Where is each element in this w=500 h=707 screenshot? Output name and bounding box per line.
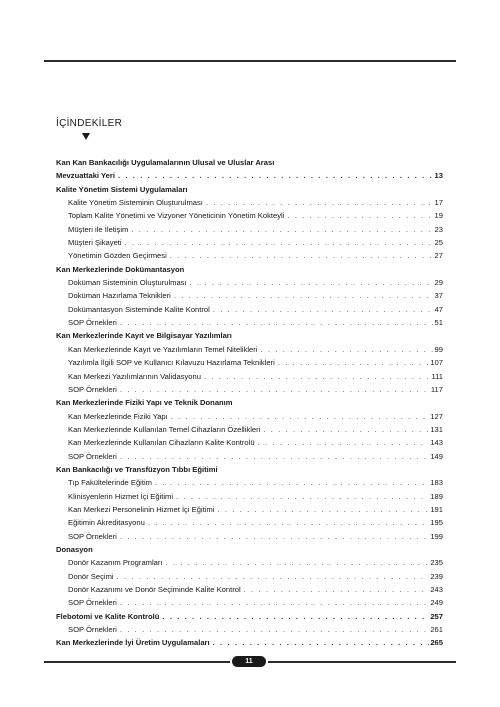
toc-entry-page: 27	[434, 249, 443, 262]
toc-entry-title: Yönetimin Gözden Geçirmesi	[68, 249, 170, 262]
toc-entry	[56, 263, 443, 276]
toc-entry-page: 257	[429, 610, 443, 623]
dot-leader	[120, 316, 434, 329]
dot-leader	[206, 196, 434, 209]
toc-entry-page: 17	[434, 196, 443, 209]
toc-entry-page: 13	[434, 169, 443, 182]
toc-entry	[56, 623, 443, 636]
bottom-rule-left	[44, 661, 230, 663]
dot-leader	[171, 410, 430, 423]
toc-entry-title: SOP Örnekleri	[68, 596, 120, 609]
dot-leader	[162, 610, 429, 623]
toc-entry	[56, 610, 443, 623]
toc-entry	[56, 450, 443, 463]
toc-entry-title: Kan Kan Bankacılığı Uygulamalarının Ulusal ve Uluslar Arası	[56, 156, 277, 169]
toc-entry	[56, 156, 443, 169]
toc-entry-title: SOP Örnekleri	[68, 450, 120, 463]
contents-heading: İÇİNDEKİLER	[56, 118, 123, 129]
toc-entry-page: 99	[434, 343, 443, 356]
toc-entry-page: 25	[434, 236, 443, 249]
toc-entry-page: 235	[429, 556, 443, 569]
toc-entry	[56, 383, 443, 396]
toc-entry	[56, 530, 443, 543]
toc-entry	[56, 583, 443, 596]
dot-leader	[131, 223, 433, 236]
dot-leader	[118, 169, 434, 182]
dot-leader	[204, 370, 431, 383]
toc-entry-title: Kan Merkezlerinde Kullanılan Temel Cihazların Özellikleri	[68, 423, 263, 436]
dot-leader	[244, 583, 430, 596]
toc-entry	[56, 503, 443, 516]
dot-leader	[155, 476, 429, 489]
dot-leader	[120, 450, 430, 463]
toc-entry-page: 37	[434, 289, 443, 302]
page-number-badge: 11	[232, 656, 266, 667]
toc-entry-title: Kan Merkezlerinde Fiziki Yapı	[68, 410, 171, 423]
toc-entry-title: Müşteri ile İletişim	[68, 223, 131, 236]
toc-entry-title: Donör Kazanımı ve Donör Seçiminde Kalite Kontrol	[68, 583, 244, 596]
toc-entry-title: Kan Merkezlerinde Fiziki Yapı ve Teknik Donanım	[56, 396, 236, 409]
toc-entry-title: Dokümantasyon Sisteminde Kalite Kontrol	[68, 303, 213, 316]
toc-entry-title: Kan Merkezlerinde Kayıt ve Bilgisayar Yazılımları	[56, 329, 235, 342]
toc-entry-page: 107	[429, 356, 443, 369]
toc-entry-page: 191	[429, 503, 443, 516]
toc-entry-page: 183	[429, 476, 443, 489]
toc-entry-title: Doküman Hazırlama Teknikleri	[68, 289, 174, 302]
dot-leader	[176, 490, 429, 503]
toc-entry-page: 189	[429, 490, 443, 503]
dot-leader	[217, 503, 429, 516]
toc-entry	[56, 276, 443, 289]
toc-entry-page: 199	[429, 530, 443, 543]
triangle-down-icon	[82, 133, 90, 140]
toc-entry	[56, 423, 443, 436]
bottom-rule-right	[268, 661, 456, 663]
toc-entry-title: Eğitimin Akreditasyonu	[68, 516, 148, 529]
toc-entry-title: SOP Örnekleri	[68, 623, 120, 636]
toc-entry	[56, 463, 443, 476]
toc-entry-page: 195	[429, 516, 443, 529]
dot-leader	[261, 343, 434, 356]
toc-entry	[56, 596, 443, 609]
toc-entry-title: Doküman Sisteminin Oluşturulması	[68, 276, 190, 289]
toc-entry-title: Kan Merkezi Personelinin Hizmet İçi Eğitimi	[68, 503, 217, 516]
toc-entry	[56, 249, 443, 262]
toc-entry-page: 131	[429, 423, 443, 436]
toc-entry-page: 127	[429, 410, 443, 423]
toc-entry-page: 19	[434, 209, 443, 222]
toc-entry	[56, 209, 443, 222]
toc-entry-title: Kan Merkezlerinde Kullanılan Cihazların Kalite Kontrolü	[68, 436, 258, 449]
toc-entry-page: 249	[429, 596, 443, 609]
toc-entry	[56, 556, 443, 569]
toc-entry-title: Tıp Fakültelerinde Eğitim	[68, 476, 155, 489]
toc-entry	[56, 316, 443, 329]
dot-leader	[120, 383, 430, 396]
dot-leader	[174, 289, 434, 302]
toc-entry-title: Kan Merkezlerinde İyi Üretim Uygulamaları	[56, 636, 213, 649]
toc-entry	[56, 490, 443, 503]
toc-entry-page: 29	[434, 276, 443, 289]
toc-entry-title: SOP Örnekleri	[68, 530, 120, 543]
dot-leader	[213, 303, 434, 316]
toc-entry-title: Yazılımla İlgili SOP ve Kullanıcı Kılavuzu Hazırlama Teknikleri	[68, 356, 278, 369]
toc-entry-page: 47	[434, 303, 443, 316]
table-of-contents	[56, 156, 443, 650]
dot-leader	[258, 436, 430, 449]
toc-entry	[56, 303, 443, 316]
toc-entry-page: 117	[430, 383, 443, 396]
dot-leader	[278, 356, 430, 369]
toc-entry	[56, 169, 443, 182]
dot-leader	[120, 623, 430, 636]
toc-entry-title: Kan Merkezlerinde Kayıt ve Yazılımların Temel Nitelikleri	[68, 343, 261, 356]
toc-entry	[56, 289, 443, 302]
toc-entry-title: Donasyon	[56, 543, 96, 556]
toc-entry	[56, 516, 443, 529]
toc-entry-page: 239	[429, 570, 443, 583]
dot-leader	[190, 276, 434, 289]
toc-entry	[56, 329, 443, 342]
toc-entry	[56, 370, 443, 383]
dot-leader	[117, 570, 430, 583]
dot-leader	[125, 236, 434, 249]
toc-entry-title: Kan Merkezi Yazılımlarının Validasyonu	[68, 370, 204, 383]
toc-entry-page: 51	[434, 316, 443, 329]
toc-entry-page: 265	[429, 636, 443, 649]
toc-entry-title: Toplam Kalite Yönetimi ve Vizyoner Yöneticinin Yönetim Kokteyli	[68, 209, 287, 222]
toc-entry	[56, 223, 443, 236]
dot-leader	[148, 516, 430, 529]
toc-entry-page: 149	[429, 450, 443, 463]
toc-entry-title: Klinisyenlerin Hizmet İçi Eğitimi	[68, 490, 176, 503]
toc-entry-title: Kan Merkezlerinde Dokümantasyon	[56, 263, 187, 276]
toc-entry-title: SOP Örnekleri	[68, 383, 120, 396]
toc-entry-title: Kan Bankacılığı ve Transfüzyon Tıbbı Eğitimi	[56, 463, 221, 476]
toc-entry-title: Kalite Yönetim Sistemi Uygulamaları	[56, 183, 191, 196]
toc-entry-title: Mevzuattaki Yeri	[56, 169, 118, 182]
dot-leader	[120, 596, 430, 609]
dot-leader	[287, 209, 433, 222]
dot-leader	[213, 636, 430, 649]
toc-entry-title: Kalite Yönetim Sisteminin Oluşturulması	[68, 196, 206, 209]
toc-entry	[56, 236, 443, 249]
dot-leader	[170, 249, 434, 262]
toc-entry-page: 243	[429, 583, 443, 596]
top-rule	[44, 60, 456, 62]
toc-entry	[56, 183, 443, 196]
toc-entry	[56, 356, 443, 369]
dot-leader	[263, 423, 429, 436]
toc-entry	[56, 636, 443, 649]
toc-entry-page: 143	[429, 436, 443, 449]
toc-entry	[56, 476, 443, 489]
dot-leader	[120, 530, 430, 543]
toc-entry	[56, 196, 443, 209]
toc-entry-title: Donör Kazanım Programları	[68, 556, 166, 569]
toc-entry-page: 111	[430, 370, 443, 383]
toc-entry-title: Müşteri Şikayeti	[68, 236, 125, 249]
toc-entry	[56, 396, 443, 409]
dot-leader	[166, 556, 430, 569]
toc-entry-title: SOP Örnekleri	[68, 316, 120, 329]
toc-entry-page: 23	[434, 223, 443, 236]
toc-entry	[56, 343, 443, 356]
toc-entry-page: 261	[429, 623, 443, 636]
toc-entry	[56, 543, 443, 556]
toc-entry-title: Flebotomi ve Kalite Kontrolü	[56, 610, 162, 623]
toc-entry	[56, 570, 443, 583]
toc-entry-title: Donör Seçimi	[68, 570, 117, 583]
toc-entry	[56, 436, 443, 449]
toc-entry	[56, 410, 443, 423]
